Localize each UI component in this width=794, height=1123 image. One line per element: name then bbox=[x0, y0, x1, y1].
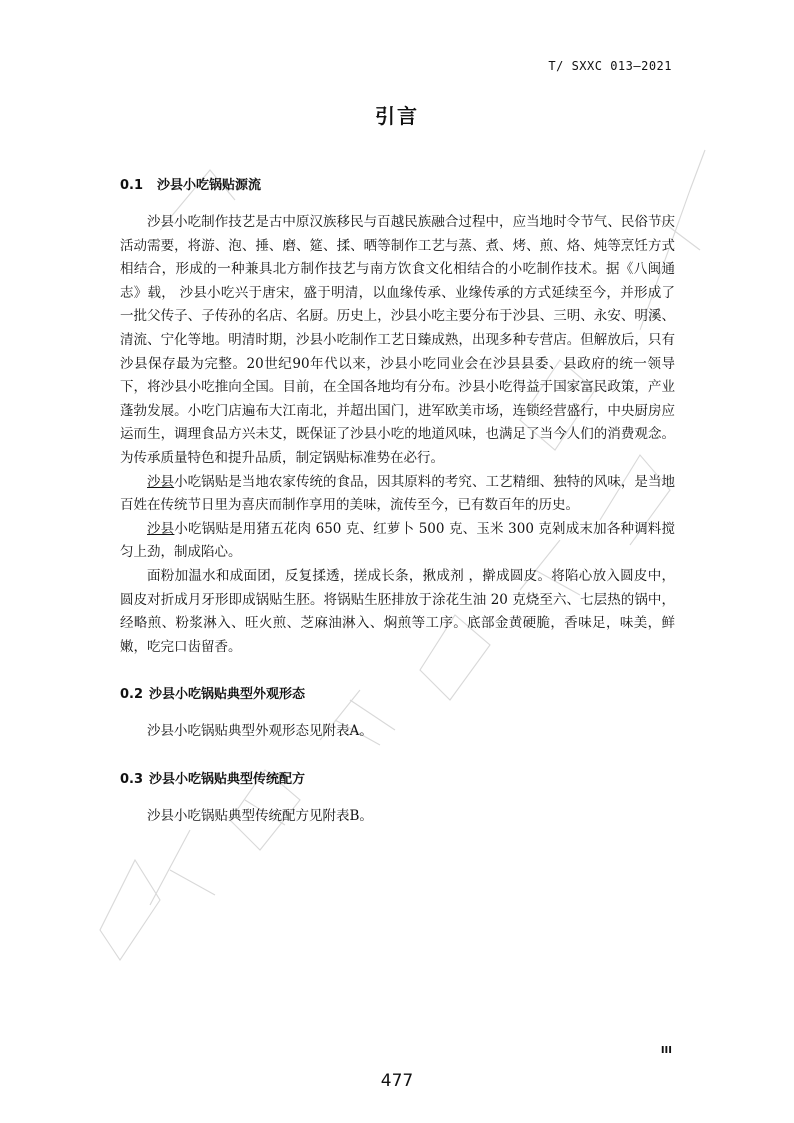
paragraph: 沙县小吃锅贴典型外观形态见附表A。 bbox=[147, 723, 373, 740]
section-heading-0-2 bbox=[120, 683, 675, 702]
section-number: 0.2 bbox=[120, 687, 144, 703]
paragraph: 沙县小吃锅贴典型传统配方见附表B。 bbox=[147, 807, 373, 824]
paragraph: 沙县小吃制作技艺是古中原汉族移民与百越民族融合过程中，应当地时令节气、民俗节庆活动需要，将游、泡、捶、磨、筵、揉、晒等制作工艺与蒸、煮、烤、煎、烙、炖等烹饪方式相结合，形成的一种兼具北方制作技艺与南方饮食文化相结合的小吃制作技术。据《八闽通志》载， 沙县小吃兴于唐宋，盛于明清，以血缘传承、业缘传承的方式延续至今，并形成了一批父传子、子传孙的名店、名厨。历史上，沙县小吃主要分布于沙县、三明、永安、明溪、清流、宁化等地。明清时期，沙县小吃制作工艺日臻成熟，出现多种专营店。但解放后，只有沙县保存最为完整。20世纪90年代以来，沙县小吃同业会在沙县县委、县政府的统一领导下，将沙县小吃推向全国。目前，在全国各地均有分布。沙县小吃得益于国家富民政策，产业蓬勃发展。小吃门店遍布大江南北，并超出国门，进军欧美市场，连锁经营盛行，中央厨房应运而生，调理食品方兴未艾，既保证了沙县小吃的地道风味，也满足了当今人们的消费观念。为传承质量特色和提升品质，制定锅贴标准势在必行。 bbox=[120, 214, 675, 466]
document-body bbox=[120, 174, 675, 828]
section-number: 0.3 bbox=[120, 771, 144, 787]
section-title: 沙县小吃锅贴典型外观形态 bbox=[149, 687, 306, 703]
page-number: 477 bbox=[380, 1071, 414, 1091]
section-title: 沙县小吃锅贴源流 bbox=[157, 178, 262, 193]
paragraph bbox=[120, 518, 675, 565]
underlined-text: 沙县 bbox=[147, 520, 175, 537]
section-heading-0-3 bbox=[120, 768, 675, 787]
page-title: 引言 bbox=[375, 104, 419, 128]
paragraph-text: 小吃锅贴是用猪五花肉 650 克、红萝卜 500 克、玉米 300 克剁成末加各种调料搅匀上劲，制成陷心。 bbox=[120, 520, 675, 561]
roman-page-number: III bbox=[660, 1045, 672, 1056]
underlined-text: 沙县 bbox=[147, 473, 175, 490]
document-code: T/ SXXC 013—2021 bbox=[548, 59, 672, 73]
paragraph-text: 小吃锅贴是当地农家传统的食品，因其原料的考究、工艺精细、独特的风味，是当地百姓在传统节日里为喜庆而制作享用的美味，流传至今，已有数百年的历史。 bbox=[120, 473, 676, 514]
section-title: 沙县小吃锅贴典型传统配方 bbox=[149, 771, 306, 787]
paragraph bbox=[120, 471, 675, 518]
section-number: 0.1 bbox=[120, 178, 144, 193]
section-heading-0-1 bbox=[120, 174, 675, 193]
paragraph: 面粉加温水和成面团，反复揉透，搓成长条，揪成剂 ，擀成圆皮。将陷心放入圆皮中，圆皮对折成月牙形即成锅贴生胚。将锅贴生胚排放于涂花生油 20 克烧至六、七层热的锅中，经略煎、粉浆淋入、旺火煎、芝麻油淋入、焖煎等工序。底部金黄硬脆，香味足，味美，鲜嫩，吃完口齿留香。 bbox=[120, 567, 675, 655]
